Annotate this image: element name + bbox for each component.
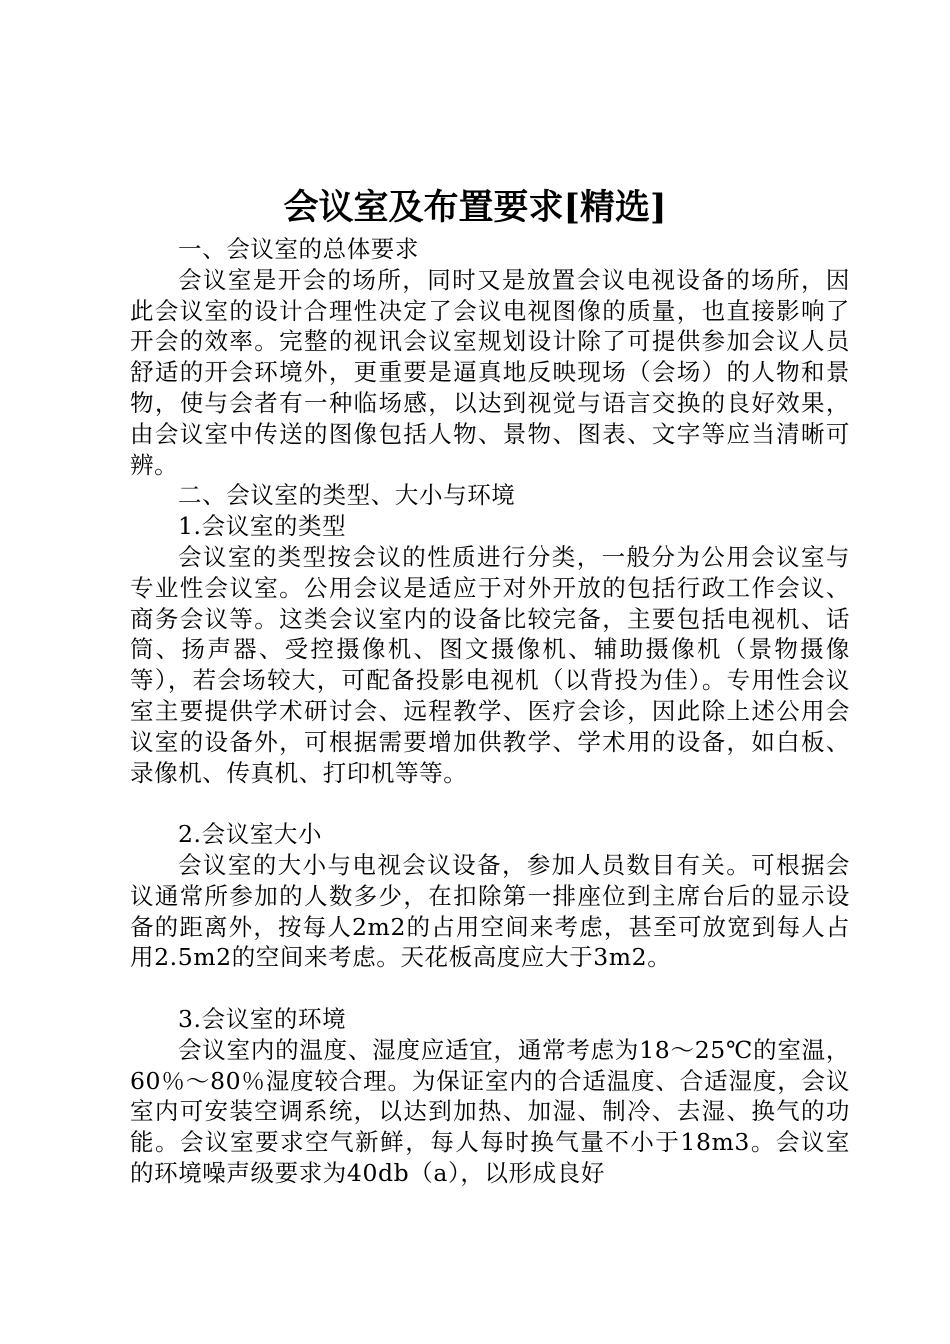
subsection-2-3-heading: 3.会议室的环境 — [178, 1004, 347, 1033]
paragraph-spacer — [130, 788, 850, 819]
subsection-2-2-heading: 2.会议室大小 — [178, 820, 323, 849]
subsection-2-2-paragraph: 会议室的大小与电视会议设备，参加人员数目有关。可根据会议通常所参加的人数多少，在扣除第一排座位到主席台后的显示设备的距离外，按每人2m2的占用空间来考虑，甚至可放宽到每人占用2.5m2的空间来考虑。天花板高度应大于3m2。 — [130, 850, 850, 972]
subsection-2-1-paragraph: 会议室的类型按会议的性质进行分类，一般分为公用会议室与专业性会议室。公用会议是适应于对外开放的包括行政工作会议、商务会议等。这类会议室内的设备比较完备，主要包括电视机、话筒、扬声器、受控摄像机、图文摄像机、辅助摄像机（景物摄像等），若会场较大，可配备投影电视机（以背投为佳）。专用性会议室主要提供学术研讨会、远程教学、医疗会诊，因此除上述公用会议室的设备外，可根据需要增加供教学、学术用的设备，如白板、录像机、传真机、打印机等等。 — [130, 542, 850, 787]
subsection-2-3-paragraph: 会议室内的温度、湿度应适宜，通常考虑为18～25℃的室温，60％～80％湿度较合理。为保证室内的合适温度、合适湿度，会议室内可安装空调系统，以达到加热、加湿、制冷、去湿、换气的功能。会议室要求空气新鲜，每人每时换气量不小于18m3。会议室的环境噪声级要求为40db（a），以形成良好 — [130, 1035, 850, 1187]
paragraph-spacer — [130, 973, 850, 1004]
subsection-2-1-heading: 1.会议室的类型 — [178, 512, 347, 541]
document-title: 会议室及布置要求[精选] — [283, 187, 667, 228]
section-2-heading: 二、会议室的类型、大小与环境 — [178, 481, 516, 510]
section-1-heading: 一、会议室的总体要求 — [178, 235, 419, 263]
section-1-paragraph: 会议室是开会的场所，同时又是放置会议电视设备的场所，因此会议室的设计合理性决定了会议电视图像的质量，也直接影响了开会的效率。完整的视讯会议室规划设计除了可提供参加会议人员舒适的开会环境外，更重要是逼真地反映现场（会场）的人物和景物，使与会者有一种临场感，以达到视觉与语言交换的良好效果，由会议室中传送的图像包括人物、景物、图表、文字等应当清晰可辨。 — [130, 265, 850, 479]
document-body — [130, 234, 850, 1189]
